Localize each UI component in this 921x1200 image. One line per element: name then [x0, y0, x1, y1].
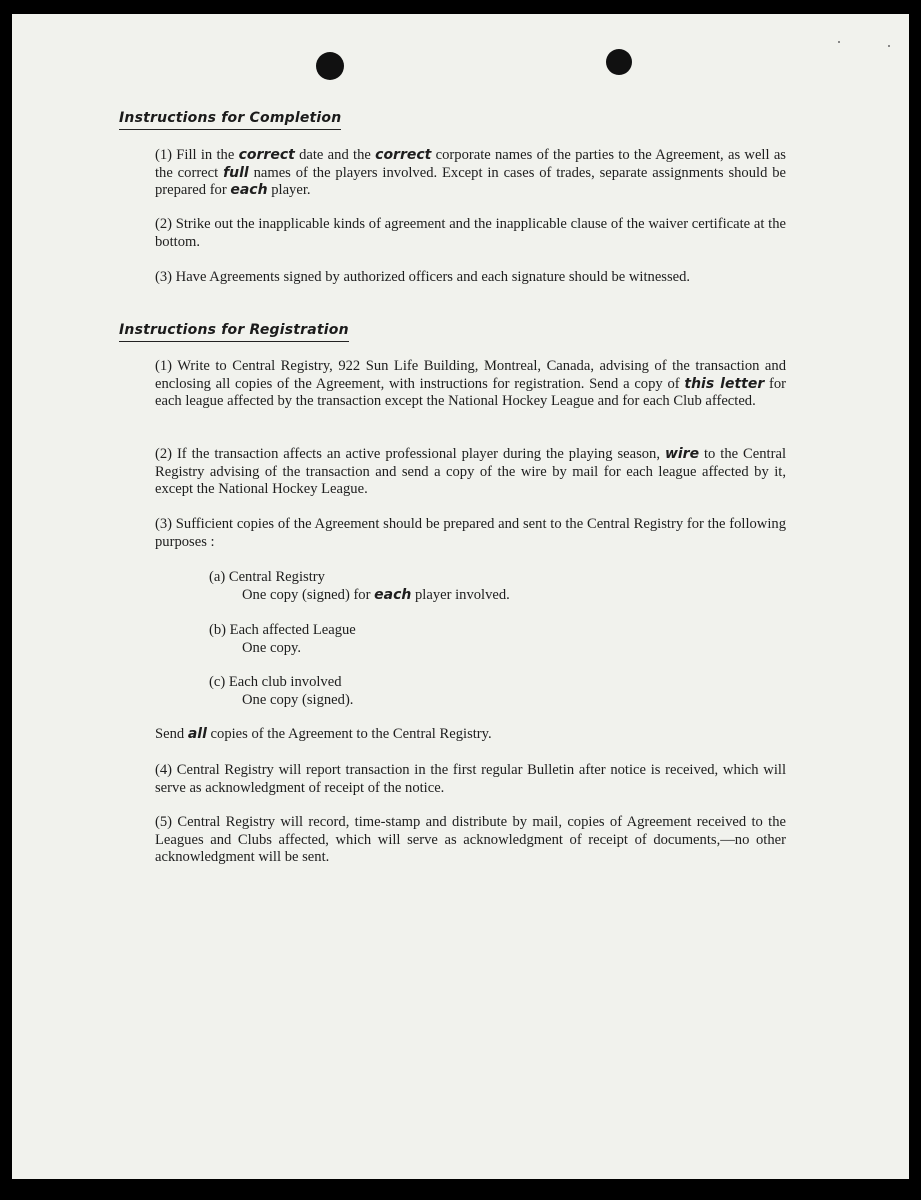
registration-step-1: (1) Write to Central Registry, 922 Sun Life Building, Montreal, Canada, advising of the transaction and enclosing all copies of the Agreement, with instructions for registration. Send a copy of this letter for each league affected by the transaction except the National Hockey League and for each Club affected. [155, 358, 787, 410]
completion-step-2: (2) Strike out the inapplicable kinds of agreement and the inapplicable clause of the waiver certificate at the bottom. [155, 216, 786, 250]
document-page [12, 14, 909, 1179]
emphasis-each: each [374, 586, 412, 603]
registration-step-4: (4) Central Registry will report transaction in the first regular Bulletin after notice is received, which will serve as acknowledgment of receipt of the notice. [155, 762, 786, 796]
emphasis-all: all [187, 726, 207, 742]
emphasis-this-letter: this letter [684, 375, 765, 392]
completion-step-1: (1) Fill in the correct date and the correct corporate names of the parties to the Agreement, as well as the correct full names of the players involved. Except in cases of trades, separate assignments should be prepared for each player. [155, 147, 787, 199]
punch-hole-left [316, 52, 344, 80]
completion-heading: Instructions for Completion [119, 110, 341, 130]
list-item-club-involved: (c) Each club involved One copy (signed). [209, 674, 354, 708]
paper-speck [888, 45, 890, 47]
emphasis-correct: correct [238, 147, 295, 163]
registration-heading: Instructions for Registration [119, 322, 349, 342]
emphasis-full: full [223, 164, 249, 181]
emphasis-each: each [230, 182, 268, 199]
registration-step-3: (3) Sufficient copies of the Agreement should be prepared and sent to the Central Registry for the following purposes : [155, 516, 786, 550]
send-all-copies-note: Send all copies of the Agreement to the Central Registry. [155, 726, 492, 742]
paper-speck [838, 41, 840, 43]
completion-step-3: (3) Have Agreements signed by authorized officers and each signature should be witnessed. [155, 269, 691, 285]
list-item-affected-league: (b) Each affected League One copy. [209, 622, 356, 656]
registration-step-5: (5) Central Registry will record, time-stamp and distribute by mail, copies of Agreement received to the Leagues and Clubs affected, which will serve as acknowledgment of receipt of documents,—no other acknowledgment will be sent. [155, 814, 786, 866]
punch-hole-right [606, 49, 632, 75]
emphasis-correct: correct [375, 147, 432, 163]
emphasis-wire: wire [664, 446, 700, 462]
registration-step-2: (2) If the transaction affects an active professional player during the playing season, wire to the Central Registry advising of the transaction and send a copy of the wire by mail for each league affected by it, except the National Hockey League. [155, 446, 786, 498]
list-item-central-registry: (a) Central Registry One copy (signed) for each player involved. [209, 569, 510, 603]
